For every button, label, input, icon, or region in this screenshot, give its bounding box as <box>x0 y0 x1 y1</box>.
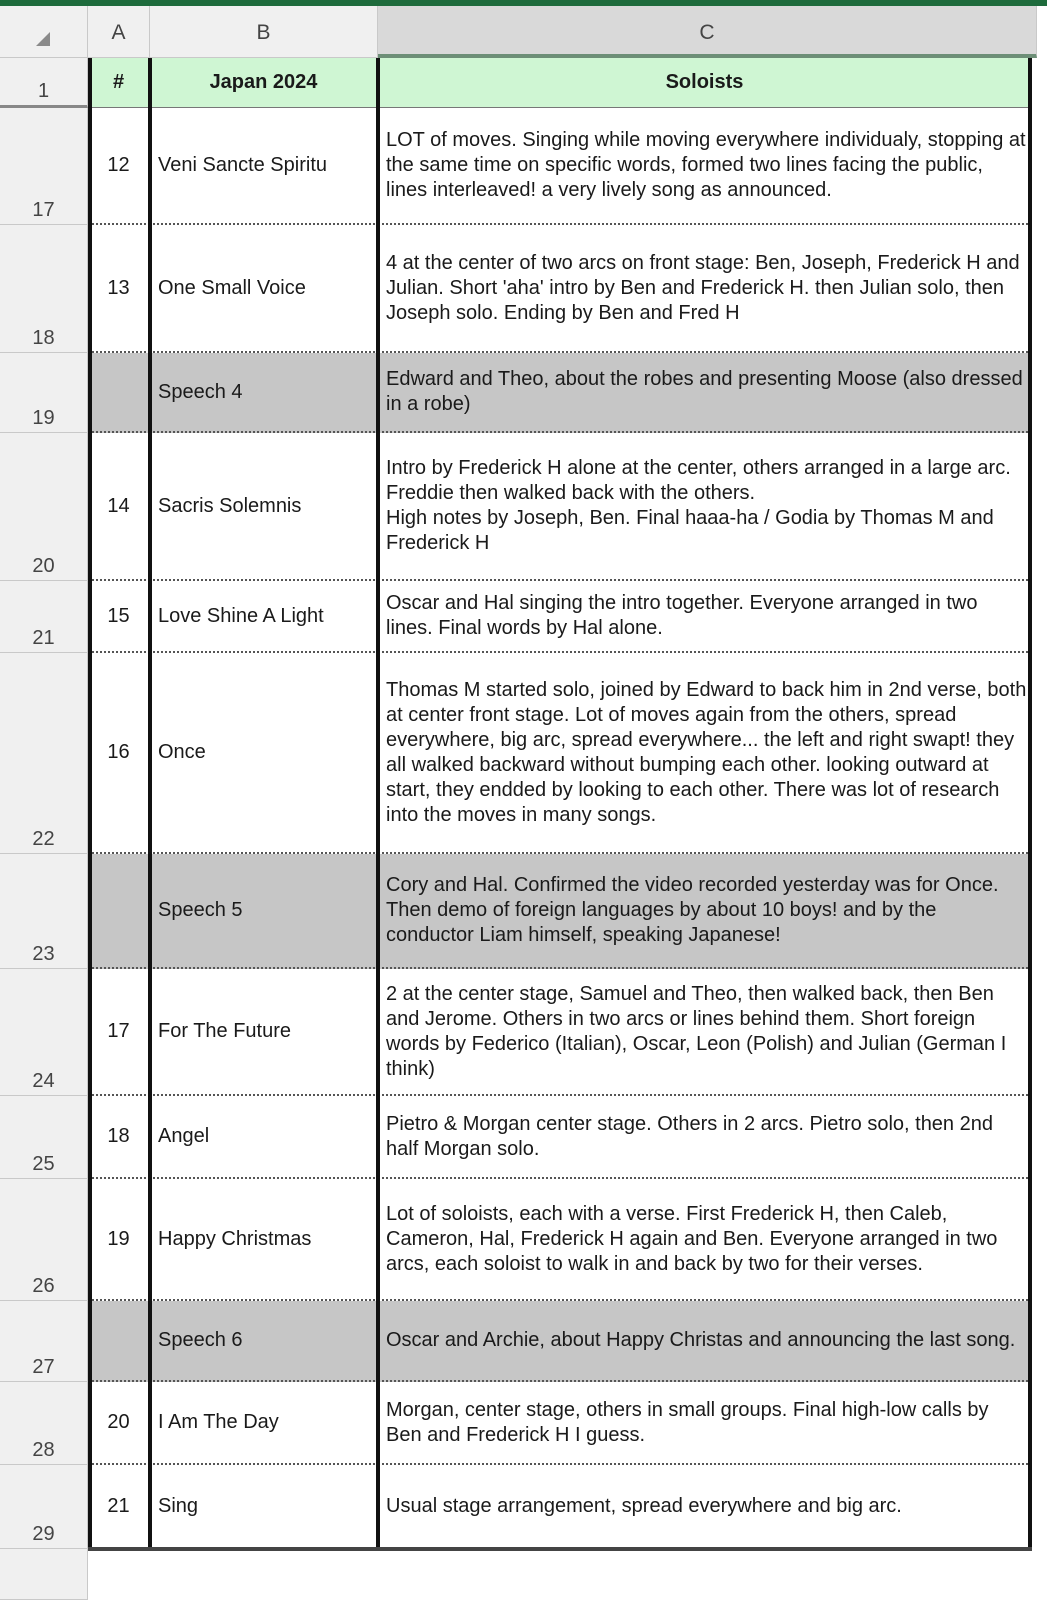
row-header-20[interactable]: 20 <box>0 433 88 581</box>
song-number-cell[interactable] <box>88 353 150 433</box>
song-title-cell[interactable]: Once <box>150 653 378 854</box>
song-number-cell[interactable]: 16 <box>88 653 150 854</box>
row-header-22[interactable]: 22 <box>0 653 88 854</box>
select-all-corner[interactable] <box>0 6 88 58</box>
song-title-cell[interactable]: One Small Voice <box>150 225 378 353</box>
song-title-cell[interactable]: Love Shine A Light <box>150 581 378 653</box>
soloists-cell[interactable]: Usual stage arrangement, spread everywhere and big arc. <box>378 1465 1032 1549</box>
song-title-cell[interactable]: Angel <box>150 1096 378 1179</box>
song-title-cell[interactable]: Veni Sancte Spiritu <box>150 108 378 225</box>
row-header-28[interactable]: 28 <box>0 1382 88 1465</box>
song-number-cell[interactable]: 12 <box>88 108 150 225</box>
song-title-cell[interactable]: Speech 5 <box>150 854 378 969</box>
soloists-cell[interactable]: LOT of moves. Singing while moving everywhere individualy, stopping at the same time on specific words, formed two lines facing the public, lines interleaved! a very lively song as announced. <box>378 108 1032 225</box>
row-header-18[interactable]: 18 <box>0 225 88 353</box>
song-number-cell[interactable]: 19 <box>88 1179 150 1301</box>
row-header-24[interactable]: 24 <box>0 969 88 1096</box>
row-header-26[interactable]: 26 <box>0 1179 88 1301</box>
select-all-triangle-icon <box>36 32 50 46</box>
song-title-cell[interactable]: For The Future <box>150 969 378 1096</box>
table-bottom-border <box>88 1547 1032 1551</box>
song-number-cell[interactable] <box>88 1301 150 1382</box>
song-title-cell[interactable]: Sing <box>150 1465 378 1549</box>
row-header-21[interactable]: 21 <box>0 581 88 653</box>
soloists-cell[interactable]: Cory and Hal. Confirmed the video recorded yesterday was for Once. Then demo of foreign languages by about 10 boys! and by the conductor Liam himself, speaking Japanese! <box>378 854 1032 969</box>
column-header-c[interactable]: C <box>378 6 1037 58</box>
soloists-cell[interactable]: Edward and Theo, about the robes and presenting Moose (also dressed in a robe) <box>378 353 1032 433</box>
soloists-cell[interactable]: 2 at the center stage, Samuel and Theo, then walked back, then Ben and Jerome. Others in two arcs or lines behind them. Short foreign words by Federico (Italian), Oscar, Leon (Polish) and Julian (German I think) <box>378 969 1032 1096</box>
header-cell-title[interactable]: Japan 2024 <box>150 58 378 108</box>
song-number-cell[interactable]: 15 <box>88 581 150 653</box>
row-header-27[interactable]: 27 <box>0 1301 88 1382</box>
song-number-cell[interactable]: 13 <box>88 225 150 353</box>
header-cell-number[interactable]: # <box>88 58 150 108</box>
song-number-cell[interactable]: 20 <box>88 1382 150 1465</box>
soloists-cell[interactable]: 4 at the center of two arcs on front stage: Ben, Joseph, Frederick H and Julian. Short 'aha' intro by Ben and Frederick H. then Julian solo, then Joseph solo. Ending by Ben and Fred H <box>378 225 1032 353</box>
row-header-25[interactable]: 25 <box>0 1096 88 1179</box>
song-number-cell[interactable]: 21 <box>88 1465 150 1549</box>
row-header-23[interactable]: 23 <box>0 854 88 969</box>
row-header-gutter <box>0 1549 88 1600</box>
row-header-29[interactable]: 29 <box>0 1465 88 1549</box>
song-title-cell[interactable]: Sacris Solemnis <box>150 433 378 581</box>
column-border <box>376 58 380 1549</box>
song-title-cell[interactable]: Happy Christmas <box>150 1179 378 1301</box>
column-border <box>1028 58 1032 1549</box>
column-border <box>88 58 92 1549</box>
row-header-1[interactable]: 1 <box>0 58 88 108</box>
header-cell-soloists[interactable]: Soloists <box>378 58 1032 108</box>
soloists-cell[interactable]: Lot of soloists, each with a verse. First Frederick H, then Caleb, Cameron, Hal, Frederick H again and Ben. Everyone arranged in two arcs, each soloist to walk in and back by two for their verses. <box>378 1179 1032 1301</box>
song-number-cell[interactable]: 14 <box>88 433 150 581</box>
song-title-cell[interactable]: Speech 4 <box>150 353 378 433</box>
column-header-b[interactable]: B <box>150 6 378 58</box>
column-header-a[interactable]: A <box>88 6 150 58</box>
song-title-cell[interactable]: Speech 6 <box>150 1301 378 1382</box>
soloists-cell[interactable]: Intro by Frederick H alone at the center, others arranged in a large arc. Freddie then walked back with the others. High notes by Joseph, Ben. Final haaa-ha / Godia by Thomas M and Frederick H <box>378 433 1032 581</box>
song-number-cell[interactable]: 18 <box>88 1096 150 1179</box>
row-header-17[interactable]: 17 <box>0 108 88 225</box>
soloists-cell[interactable]: Pietro & Morgan center stage. Others in 2 arcs. Pietro solo, then 2nd half Morgan solo. <box>378 1096 1032 1179</box>
song-title-cell[interactable]: I Am The Day <box>150 1382 378 1465</box>
soloists-cell[interactable]: Oscar and Hal singing the intro together. Everyone arranged in two lines. Final words by Hal alone. <box>378 581 1032 653</box>
song-number-cell[interactable] <box>88 854 150 969</box>
soloists-cell[interactable]: Oscar and Archie, about Happy Christas and announcing the last song. <box>378 1301 1032 1382</box>
soloists-cell[interactable]: Morgan, center stage, others in small groups. Final high-low calls by Ben and Frederick H I guess. <box>378 1382 1032 1465</box>
row-header-19[interactable]: 19 <box>0 353 88 433</box>
column-border <box>148 58 152 1549</box>
soloists-cell[interactable]: Thomas M started solo, joined by Edward to back him in 2nd verse, both at center front stage. Lot of moves again from the others, spread everywhere, big arc, spread everywhere... the left and right swapt! they all walked backward without bumping each other. looking outward at start, they endded by looking to each other. There was lot of research into the moves in many songs. <box>378 653 1032 854</box>
song-number-cell[interactable]: 17 <box>88 969 150 1096</box>
